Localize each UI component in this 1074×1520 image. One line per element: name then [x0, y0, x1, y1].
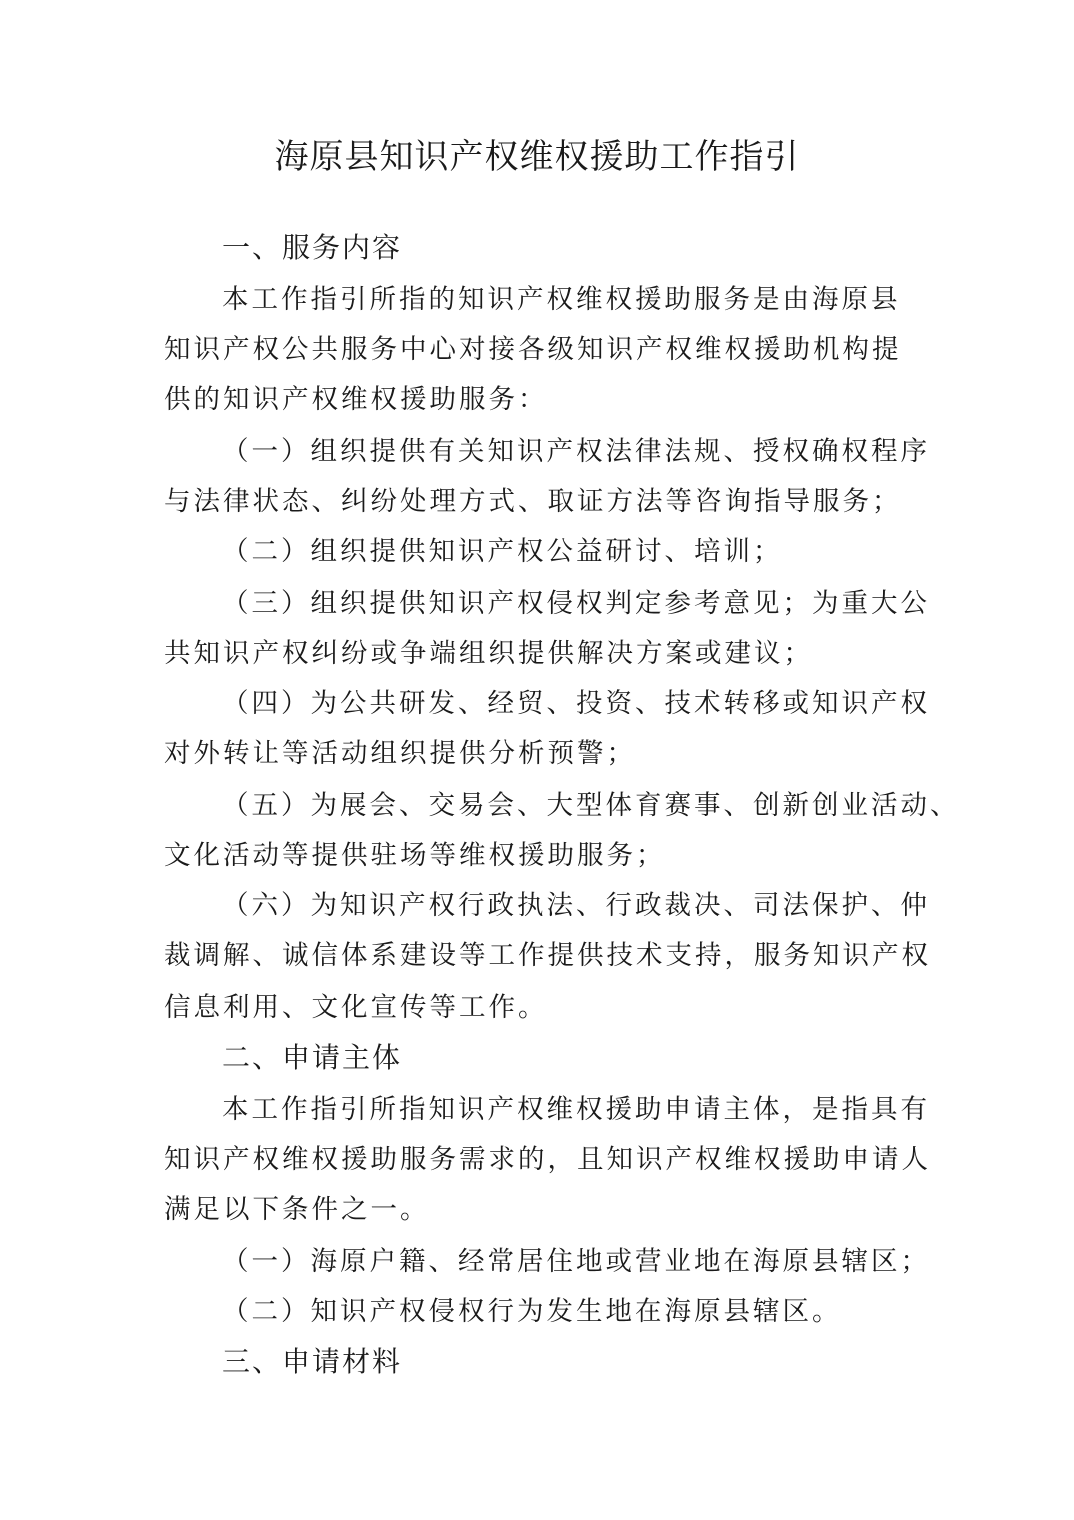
list-item-line: （二）知识产权侵权行为发生地在海原县辖区。	[222, 1296, 842, 1327]
list-item-line: 与法律状态、纠纷处理方式、取证方法等咨询指导服务；	[164, 486, 902, 517]
list-item-line: （一）海原户籍、经常居住地或营业地在海原县辖区；	[222, 1246, 930, 1277]
paragraph-line: 供的知识产权维权援助服务：	[164, 384, 548, 415]
list-item-line: 信息利用、文化宣传等工作。	[164, 992, 548, 1023]
list-item-line: 共知识产权纠纷或争端组织提供解决方案或建议；	[164, 638, 813, 669]
section-heading-materials: 三、申请材料	[222, 1345, 403, 1378]
paragraph-line: 满足以下条件之一。	[164, 1194, 430, 1225]
list-item-line: 文化活动等提供驻场等维权援助服务；	[164, 840, 666, 871]
section-heading-service-content: 一、服务内容	[222, 231, 403, 264]
list-item-line: （四）为公共研发、经贸、投资、技术转移或知识产权	[222, 688, 930, 719]
paragraph-line: 知识产权维权援助服务需求的，且知识产权维权援助申请人	[164, 1144, 931, 1175]
list-item-line: （一）组织提供有关知识产权法律法规、授权确权程序	[222, 436, 930, 467]
paragraph-line: 本工作指引所指的知识产权维权援助服务是由海原县	[222, 284, 901, 315]
list-item-line: （三）组织提供知识产权侵权判定参考意见；为重大公	[222, 588, 930, 619]
list-item-line: （六）为知识产权行政执法、行政裁决、司法保护、仲	[222, 890, 930, 921]
section-heading-applicant: 二、申请主体	[222, 1041, 403, 1074]
list-item-line: （五）为展会、交易会、大型体育赛事、创新创业活动、	[222, 790, 960, 821]
paragraph-line: 知识产权公共服务中心对接各级知识产权维权援助机构提	[164, 334, 902, 365]
document-title: 海原县知识产权维权援助工作指引	[274, 137, 800, 177]
list-item-line: 对外转让等活动组织提供分析预警；	[164, 738, 636, 769]
list-item-line: （二）组织提供知识产权公益研讨、培训；	[222, 536, 783, 567]
paragraph-line: 本工作指引所指知识产权维权援助申请主体，是指具有	[222, 1094, 930, 1125]
list-item-line: 裁调解、诚信体系建设等工作提供技术支持，服务知识产权	[164, 940, 931, 971]
